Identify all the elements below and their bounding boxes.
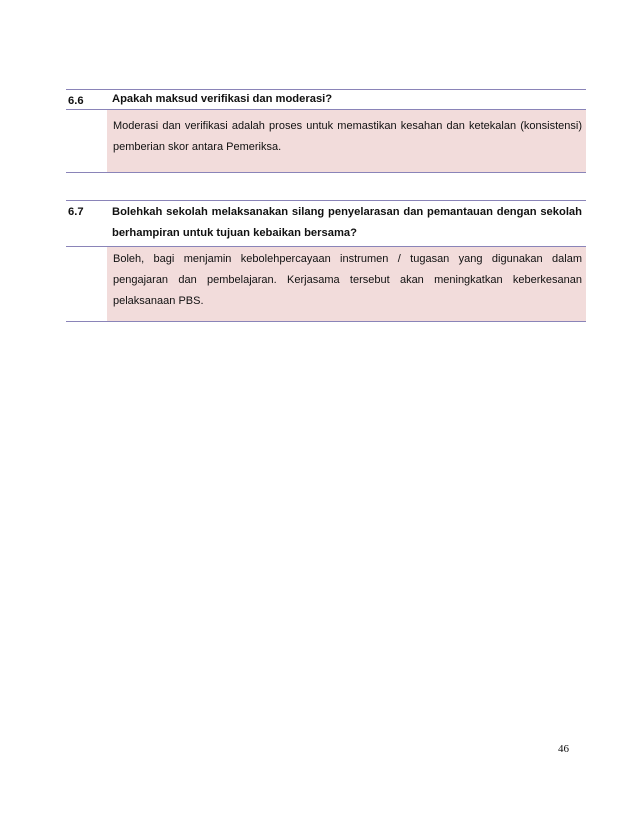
question-text: Apakah maksud verifikasi dan moderasi?: [112, 93, 333, 105]
answer-text: Moderasi dan verifikasi adalah proses untuk memastikan kesahan dan ketekalan (konsistensi) pemberian skor antara Pemeriksa.: [107, 110, 586, 172]
answer-number-cell: [66, 247, 107, 321]
answer-row: [66, 110, 586, 173]
question-number: 6.6: [68, 95, 84, 107]
question-text: Bolehkah sekolah melaksanakan silang penyelarasan dan pemantauan dengan sekolah berhampiran untuk tujuan kebaikan bersama?: [112, 206, 582, 239]
page-number: 46: [558, 743, 569, 755]
qa-block-6-6: [66, 89, 586, 173]
question-row: [66, 89, 586, 110]
answer-number-cell: [66, 110, 107, 172]
qa-block-6-7: [66, 200, 586, 322]
answer-text: Boleh, bagi menjamin kebolehpercayaan instrumen / tugasan yang digunakan dalam pengajaran dan pembelajaran. Kerjasama tersebut akan meningkatkan keberkesanan pelaksanaan PBS.: [107, 247, 586, 321]
question-row: [66, 200, 586, 247]
answer-row: [66, 247, 586, 322]
question-number: 6.7: [68, 206, 84, 218]
